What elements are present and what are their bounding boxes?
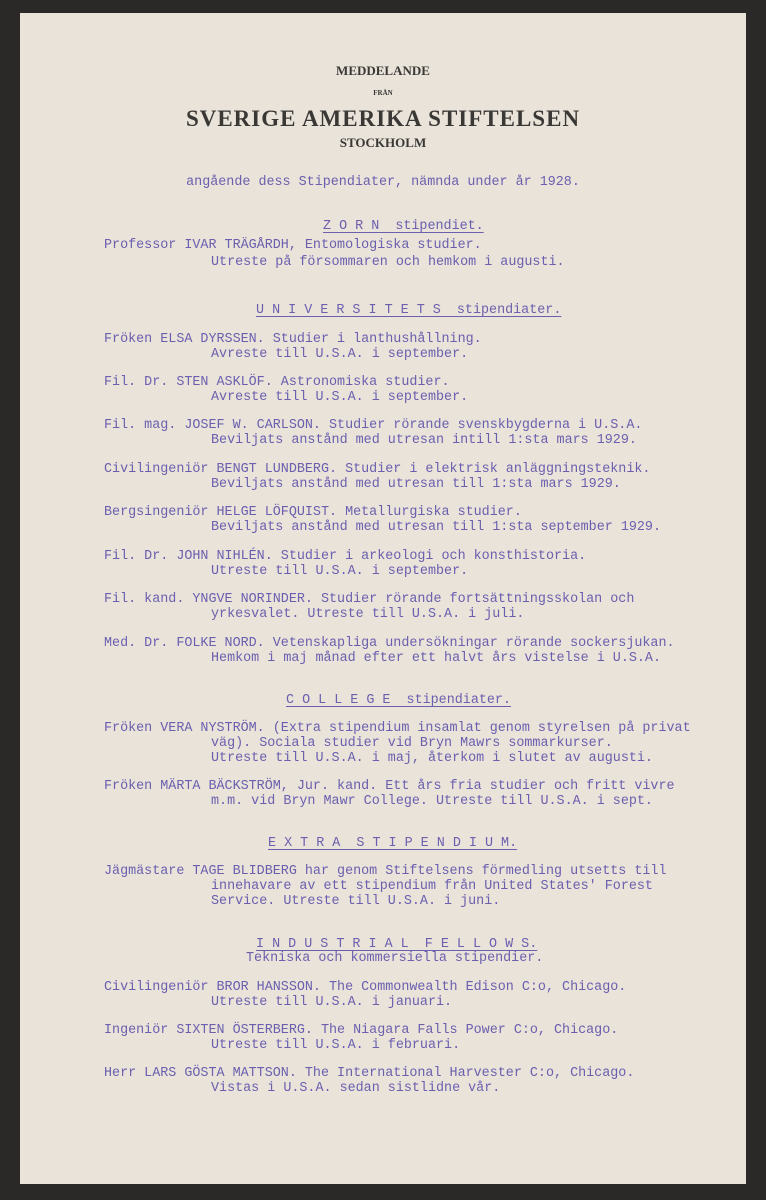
- section-subheading: Tekniska och kommersiella stipendier.: [246, 951, 544, 966]
- entry-line: Utreste till U.S.A. i februari.: [211, 1038, 461, 1053]
- entry-line: Beviljats anstånd med utresan till 1:sta september 1929.: [211, 520, 661, 535]
- entry-line: Med. Dr. FOLKE NORD. Vetenskapliga undersökningar rörande sockersjukan.: [104, 636, 675, 651]
- entry-line: Fröken ELSA DYRSSEN. Studier i lanthushållning.: [104, 332, 482, 347]
- entry-line: Fröken VERA NYSTRÖM. (Extra stipendium insamlat genom styrelsen på privat: [104, 721, 691, 736]
- section-heading: C O L L E G E stipendiater.: [286, 693, 511, 708]
- entry-line: Fil. Dr. JOHN NIHLÉN. Studier i arkeologi och konsthistoria.: [104, 549, 587, 564]
- letterhead-line2: FRÅN: [373, 89, 393, 97]
- section-heading: E X T R A S T I P E N D I U M.: [268, 836, 518, 851]
- entry-line: Professor IVAR TRÄGÅRDH, Entomologiska studier.: [104, 238, 482, 253]
- entry-line: m.m. vid Bryn Mawr College. Utreste till U.S.A. i sept.: [211, 794, 653, 809]
- entry-line: Ingeniör SIXTEN ÖSTERBERG. The Niagara Falls Power C:o, Chicago.: [104, 1023, 619, 1038]
- entry-line: Civilingeniör BROR HANSSON. The Commonwealth Edison C:o, Chicago.: [104, 980, 627, 995]
- entry-line: Fil. kand. YNGVE NORINDER. Studier rörande fortsättningsskolan och: [104, 592, 635, 607]
- section-heading: U N I V E R S I T E T S stipendiater.: [256, 303, 562, 318]
- entry-line: Utreste till U.S.A. i maj, återkom i slutet av augusti.: [211, 751, 653, 766]
- entry-line: Civilingeniör BENGT LUNDBERG. Studier i elektrisk anläggningsteknik.: [104, 462, 651, 477]
- entry-line: Hemkom i maj månad efter ett halvt års vistelse i U.S.A.: [211, 651, 661, 666]
- subtitle: angående dess Stipendiater, nämnda under år 1928.: [186, 175, 580, 190]
- entry-line: Utreste till U.S.A. i januari.: [211, 995, 453, 1010]
- entry-line: Utreste på försommaren och hemkom i augusti.: [211, 255, 565, 270]
- section-heading: Z O R N stipendiet.: [323, 219, 484, 234]
- entry-line: innehavare av ett stipendium från United States' Forest: [211, 879, 653, 894]
- entry-line: Utreste till U.S.A. i september.: [211, 564, 469, 579]
- entry-line: Herr LARS GÖSTA MATTSON. The International Harvester C:o, Chicago.: [104, 1066, 635, 1081]
- entry-line: Avreste till U.S.A. i september.: [211, 390, 469, 405]
- entry-line: Bergsingeniör HELGE LÖFQUIST. Metallurgiska studier.: [104, 505, 522, 520]
- entry-line: Beviljats anstånd med utresan intill 1:sta mars 1929.: [211, 433, 637, 448]
- letterhead-line1: MEDDELANDE: [336, 63, 430, 78]
- entry-line: Jägmästare TAGE BLIDBERG har genom Stiftelsens förmedling utsetts till: [104, 864, 667, 879]
- entry-line: Fil. Dr. STEN ASKLÖF. Astronomiska studier.: [104, 375, 450, 390]
- letterhead-org: SVERIGE AMERIKA STIFTELSEN: [185, 106, 581, 131]
- entry-line: Avreste till U.S.A. i september.: [211, 347, 469, 362]
- entry-line: Fröken MÄRTA BÄCKSTRÖM, Jur. kand. Ett års fria studier och fritt vivre: [104, 779, 675, 794]
- entry-line: väg). Sociala studier vid Bryn Mawrs sommarkurser.: [211, 736, 613, 751]
- section-heading: I N D U S T R I A L F E L L O W S.: [256, 937, 538, 952]
- entry-line: Beviljats anstånd med utresan till 1:sta mars 1929.: [211, 477, 621, 492]
- letterhead-city: STOCKHOLM: [339, 135, 427, 150]
- entry-line: yrkesvalet. Utreste till U.S.A. i juli.: [211, 607, 525, 622]
- entry-line: Service. Utreste till U.S.A. i juni.: [211, 894, 501, 909]
- entry-line: Fil. mag. JOSEF W. CARLSON. Studier rörande svenskbygderna i U.S.A.: [104, 418, 643, 433]
- entry-line: Vistas i U.S.A. sedan sistlidne vår.: [211, 1081, 501, 1096]
